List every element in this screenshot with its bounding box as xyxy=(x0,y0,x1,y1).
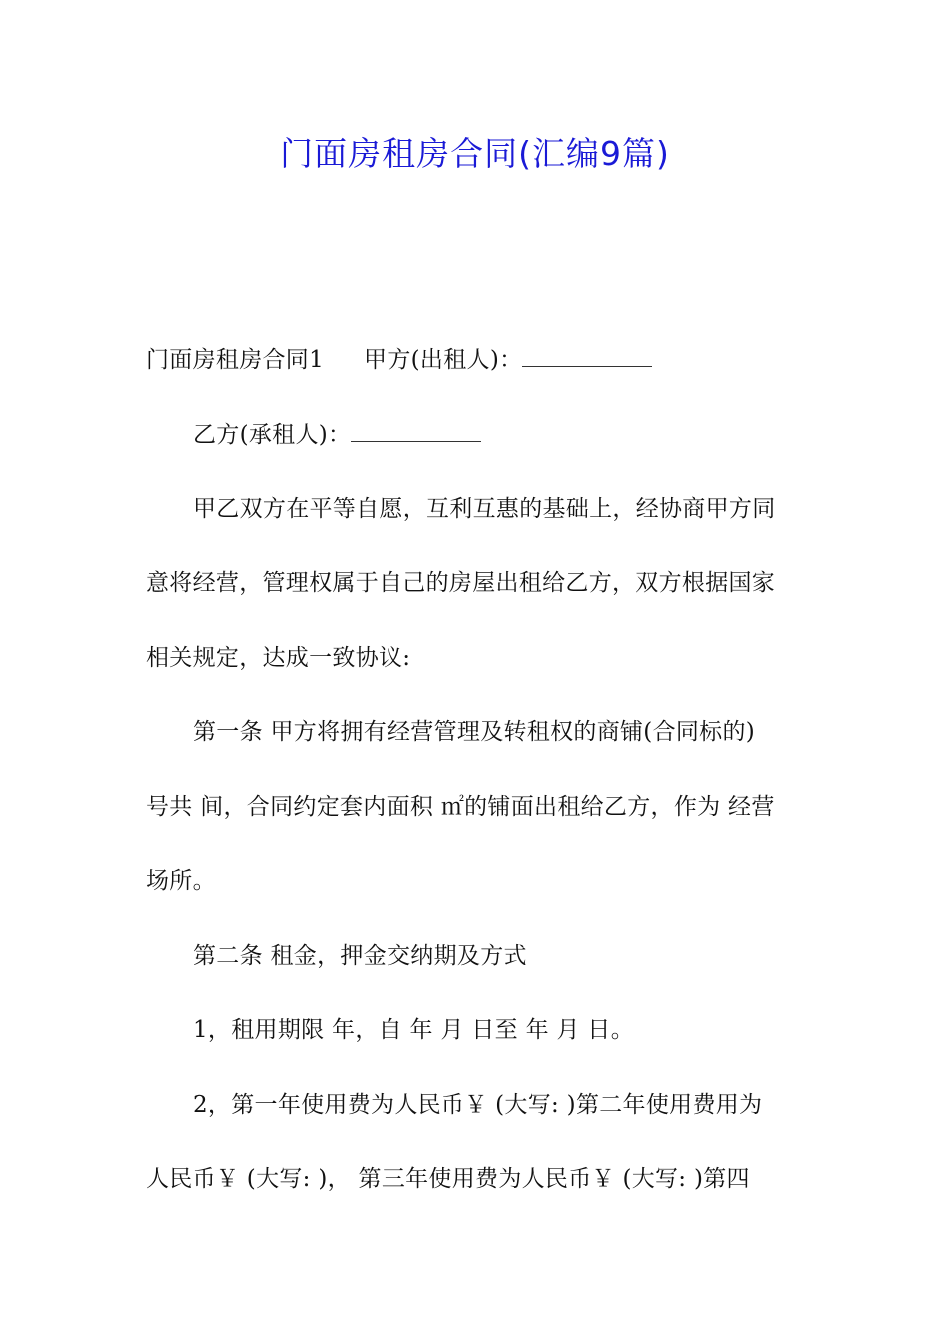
body-text: 场所。 xyxy=(146,868,216,894)
contract-heading: 门面房租房合同1 xyxy=(146,347,325,373)
paragraph-line xyxy=(193,717,755,747)
party-a-blank xyxy=(522,346,652,367)
article-one-text: 第一条 甲方将拥有经营管理及转租权的商铺(合同标的) xyxy=(193,719,756,745)
paragraph-line xyxy=(193,494,776,524)
article-two-heading: 第二条 租金，押金交纳期及方式 xyxy=(193,943,527,969)
paragraph-line xyxy=(146,345,652,375)
party-b-blank xyxy=(351,421,481,442)
paragraph-line xyxy=(146,568,775,598)
paragraph-line xyxy=(193,1090,762,1120)
body-text: 号共 间，合同约定套内面积 ㎡的铺面出租给乙方，作为 经营 xyxy=(146,794,775,820)
party-b-label: 乙方(承租人)： xyxy=(193,422,352,448)
fee-text: 2，第一年使用费为人民币￥ (大写: )第二年使用费用为 xyxy=(193,1092,763,1118)
paragraph-line xyxy=(146,1164,750,1194)
paragraph-line xyxy=(193,420,481,450)
paragraph-line xyxy=(146,643,410,673)
body-text: 相关规定，达成一致协议: xyxy=(146,645,411,671)
paragraph-line xyxy=(193,1015,634,1045)
paragraph-line xyxy=(146,866,216,896)
fee-text: 人民币￥ (大写: )， 第三年使用费为人民币￥ (大写: )第四 xyxy=(146,1166,750,1192)
lease-term-text: 1，租用期限 年，自 年 月 日至 年 月 日。 xyxy=(193,1017,635,1043)
paragraph-line xyxy=(193,941,527,971)
paragraph-line xyxy=(146,792,775,822)
body-text: 意将经营，管理权属于自己的房屋出租给乙方，双方根据国家 xyxy=(146,570,776,596)
party-a-label: 甲方(出租人)： xyxy=(364,347,523,373)
body-text: 甲乙双方在平等自愿，互利互惠的基础上，经协商甲方同 xyxy=(193,496,776,522)
document-title: 门面房租房合同(汇编9篇) xyxy=(280,134,670,173)
